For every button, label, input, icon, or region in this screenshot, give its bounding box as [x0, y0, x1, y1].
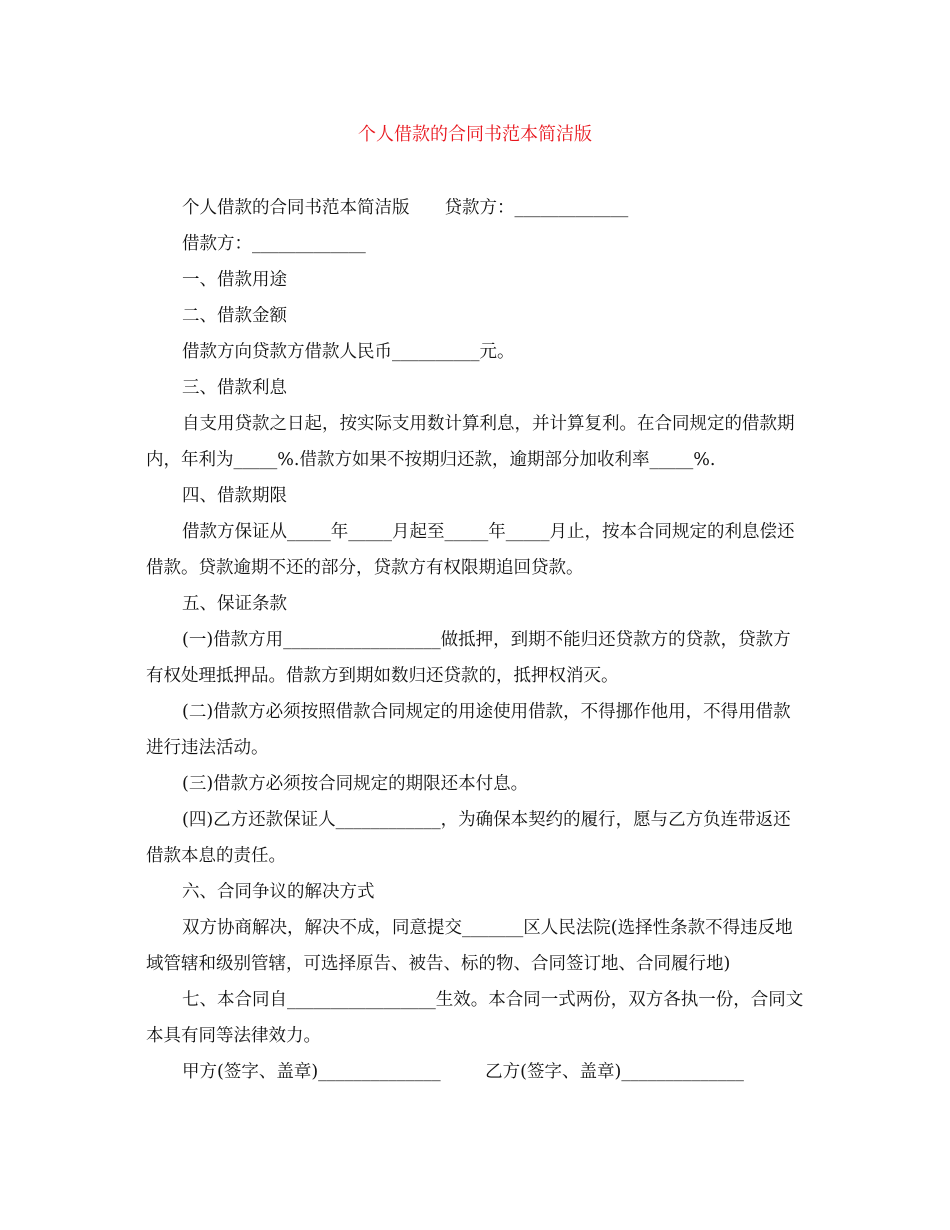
document-body: [146, 190, 806, 1090]
section-heading-term: 四、借款期限: [182, 486, 287, 506]
header-line: 个人借款的合同书范本简洁版 贷款方：_____________: [182, 198, 629, 218]
document-title: 个人借款的合同书范本简洁版: [358, 124, 592, 145]
signature-line: [146, 1054, 806, 1090]
section-heading-dispute: 六、合同争议的解决方式: [182, 882, 375, 902]
party-a-signature: 甲方(签字、盖章)______________: [182, 1062, 441, 1082]
guarantee-clause-1: (一)借款方用__________________做抵押，到期不能归还贷款方的贷款，贷款方有权处理抵押品。借款方到期如数归还贷款的，抵押权消灭。: [146, 630, 791, 686]
guarantee-clause-2: (二)借款方必须按照借款合同规定的用途使用借款，不得挪作他用，不得用借款进行违法活动。: [146, 702, 791, 758]
section-heading-guarantee: 五、保证条款: [182, 594, 287, 614]
guarantee-clause-3: (三)借款方必须按合同规定的期限还本付息。: [182, 774, 529, 794]
interest-clause: 自支用贷款之日起，按实际支用数计算利息，并计算复利。在合同规定的借款期内，年利为_____%.借款方如果不按期归还款，逾期部分加收利率_____%.: [146, 414, 795, 470]
dispute-clause: 双方协商解决，解决不成，同意提交_______区人民法院(选择性条款不得违反地域管辖和级别管辖，可选择原告、被告、标的物、合同签订地、合同履行地): [146, 918, 793, 974]
section-heading-purpose: 一、借款用途: [182, 270, 287, 290]
guarantee-clause-4: (四)乙方还款保证人____________，为确保本契约的履行，愿与乙方负连带返还借款本息的责任。: [146, 810, 791, 866]
borrower-line: 借款方：_____________: [182, 234, 366, 254]
section-heading-amount: 二、借款金额: [182, 306, 287, 326]
term-clause: 借款方保证从_____年_____月起至_____年_____月止，按本合同规定的利息偿还借款。贷款逾期不还的部分，贷款方有权限期追回贷款。: [146, 522, 795, 578]
amount-clause: 借款方向贷款方借款人民币__________元。: [182, 342, 515, 362]
party-b-signature: 乙方(签字、盖章)______________: [485, 1062, 744, 1082]
effective-clause: 七、本合同自_________________生效。本合同一式两份，双方各执一份，合同文本具有同等法律效力。: [146, 990, 804, 1046]
section-heading-interest: 三、借款利息: [182, 378, 287, 398]
